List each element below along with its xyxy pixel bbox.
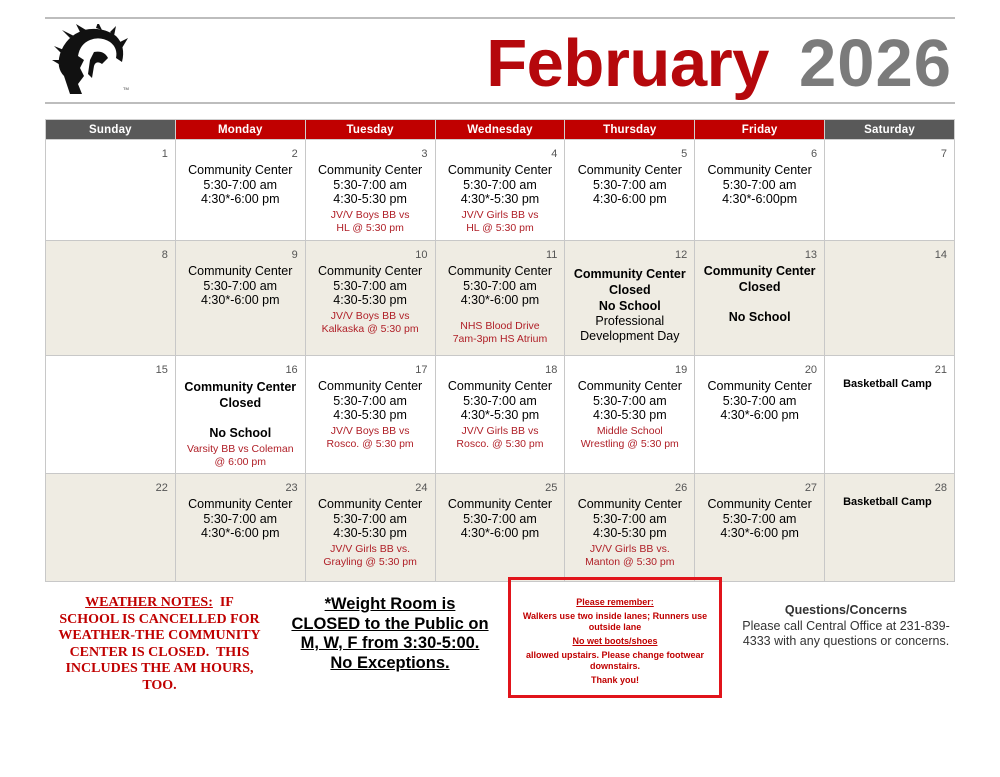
pm-hours: 4:30-5:30 pm — [333, 408, 407, 422]
day-number: 8 — [161, 249, 168, 261]
pm-hours: 4:30*-5:30 pm — [460, 408, 540, 422]
weather-notes-line: CENTER IS CLOSED. THIS — [69, 644, 250, 660]
am-hours: 5:30-7:00 am — [722, 393, 797, 408]
day-cell-27[interactable] — [695, 474, 825, 582]
day-number: 25 — [545, 482, 558, 494]
day-number: 18 — [545, 364, 558, 376]
day-cell-18[interactable] — [435, 356, 565, 474]
weather-notes — [43, 595, 276, 694]
no-school-label: No School — [209, 426, 272, 440]
day-number: 28 — [934, 482, 947, 494]
pm-hours: 4:30-5:30 pm — [592, 408, 667, 422]
am-hours: 5:30-7:00 am — [463, 511, 537, 526]
no-school-label: No School — [598, 299, 661, 313]
day-number: 19 — [674, 364, 688, 376]
no-school-label: No School — [728, 310, 791, 324]
pm-hours: 4:30-5:30 pm — [592, 526, 667, 540]
day-cell-23[interactable] — [175, 474, 305, 582]
day-cell-22[interactable] — [46, 474, 176, 582]
weekday-sunday: Sunday — [46, 120, 176, 140]
day-number: 15 — [155, 364, 168, 376]
week-row-1 — [46, 140, 955, 241]
weekday-friday: Friday — [695, 120, 825, 140]
am-hours: 5:30-7:00 am — [203, 278, 278, 293]
weather-notes-line: WEATHER-THE COMMUNITY — [58, 628, 261, 643]
am-hours: 5:30-7:00 am — [203, 511, 278, 526]
cc-label: Community Center — [318, 497, 423, 511]
week-row-3 — [46, 356, 955, 474]
weather-notes-lead: IF — [212, 595, 234, 610]
event-text: JV/V Girls BB vs. Grayling @ 5:30 pm — [323, 542, 417, 568]
trademark-symbol: TM — [123, 86, 129, 91]
am-hours: 5:30-7:00 am — [592, 177, 667, 192]
closed-label: Community Center — [573, 267, 686, 281]
weekday-thursday: Thursday — [565, 120, 695, 140]
day-number: 26 — [674, 482, 688, 494]
cc-label: Community Center — [447, 497, 553, 511]
day-number: 10 — [415, 249, 428, 261]
am-hours: 5:30-7:00 am — [203, 177, 278, 192]
day-number: 24 — [415, 482, 428, 494]
pm-hours: 4:30*-6:00 pm — [460, 293, 540, 307]
year-title: 2026 — [798, 26, 952, 101]
day-number: 20 — [804, 364, 818, 376]
day-cell-8[interactable] — [46, 241, 176, 356]
closed-label: Closed — [219, 396, 262, 410]
day-number: 17 — [415, 364, 428, 376]
weight-room-line: M, W, F from 3:30-5:00. — [300, 634, 480, 652]
am-hours: 5:30-7:00 am — [463, 278, 537, 293]
day-number: 3 — [421, 148, 428, 160]
day-cell-6[interactable] — [695, 140, 825, 241]
day-number: 1 — [161, 148, 168, 160]
day-cell-16[interactable] — [175, 356, 305, 474]
spartan-helmet-logo-icon — [50, 24, 130, 100]
weather-notes-line: SCHOOL IS CANCELLED FOR — [59, 611, 260, 627]
pm-hours: 4:30*-6:00 pm — [720, 408, 799, 422]
day-cell-28[interactable] — [825, 474, 955, 582]
cc-label: Community Center — [577, 379, 682, 393]
pm-hours: 4:30-5:30 pm — [333, 526, 407, 540]
calendar-grid — [45, 119, 955, 582]
remember-boots-heading: No wet boots/shoes — [572, 636, 658, 646]
cc-label: Community Center — [318, 264, 423, 278]
event-text: JV/V Girls BB vs. Manton @ 5:30 pm — [585, 542, 675, 568]
cc-label: Community Center — [318, 163, 423, 177]
day-cell-12[interactable] — [565, 241, 695, 356]
am-hours: 5:30-7:00 am — [722, 177, 797, 192]
note-text: Professional — [595, 314, 665, 328]
cc-label: Community Center — [577, 497, 682, 511]
day-number: 5 — [681, 148, 688, 160]
am-hours: 5:30-7:00 am — [333, 511, 407, 526]
day-cell-15[interactable] — [46, 356, 176, 474]
week-row-2 — [46, 241, 955, 356]
pm-hours: 4:30-6:00 pm — [592, 192, 667, 206]
remember-heading: Please remember: — [576, 597, 654, 607]
pm-hours: 4:30-5:30 pm — [333, 192, 407, 206]
page-title — [486, 25, 952, 102]
event-text: NHS Blood Drive 7am-3pm HS Atrium — [452, 319, 548, 345]
weight-room-line: No Exceptions. — [330, 653, 450, 672]
day-cell-17[interactable] — [305, 356, 435, 474]
cc-label: Community Center — [318, 379, 423, 393]
closed-label: Closed — [738, 280, 781, 294]
please-remember-box — [508, 577, 722, 698]
day-cell-2[interactable] — [175, 140, 305, 241]
basketball-camp-label: Basketball Camp — [843, 378, 932, 390]
day-cell-10[interactable] — [305, 241, 435, 356]
weather-notes-line: TOO. — [142, 677, 177, 693]
basketball-camp-label: Basketball Camp — [843, 496, 932, 508]
day-cell-4[interactable] — [435, 140, 565, 241]
event-text: JV/V Boys BB vs Rosco. @ 5:30 pm — [326, 424, 414, 450]
day-number: 22 — [155, 482, 168, 494]
questions-title: Questions/Concerns — [784, 603, 908, 617]
event-text: Middle School Wrestling @ 5:30 pm — [580, 424, 679, 450]
weekday-wednesday: Wednesday — [435, 120, 565, 140]
day-number: 16 — [285, 364, 298, 376]
event-text: JV/V Girls BB vs Rosco. @ 5:30 pm — [456, 424, 544, 450]
remember-lanes-text: Walkers use two inside lanes; Runners use outside lane — [522, 611, 708, 632]
day-cell-14[interactable] — [825, 241, 955, 356]
day-cell-9[interactable] — [175, 241, 305, 356]
am-hours: 5:30-7:00 am — [333, 278, 407, 293]
am-hours: 5:30-7:00 am — [722, 511, 797, 526]
day-number: 21 — [934, 364, 947, 376]
am-hours: 5:30-7:00 am — [463, 177, 537, 192]
event-text: JV/V Boys BB vs HL @ 5:30 pm — [330, 208, 410, 234]
header-divider — [45, 102, 955, 104]
day-number: 7 — [940, 148, 947, 160]
weekday-tuesday: Tuesday — [305, 120, 435, 140]
day-cell-26[interactable] — [565, 474, 695, 582]
day-number: 6 — [810, 148, 818, 160]
day-number: 14 — [934, 249, 947, 261]
month-title: February — [486, 26, 769, 101]
day-number: 11 — [545, 249, 558, 261]
am-hours: 5:30-7:00 am — [592, 393, 667, 408]
day-cell-5[interactable] — [565, 140, 695, 241]
cc-label: Community Center — [707, 163, 812, 177]
cc-label: Community Center — [447, 264, 553, 278]
event-text: JV/V Girls BB vs HL @ 5:30 pm — [461, 208, 539, 234]
closed-label: Community Center — [184, 380, 297, 394]
weather-notes-heading: WEATHER NOTES: — [85, 595, 213, 610]
cc-label: Community Center — [447, 379, 553, 393]
day-cell-19[interactable] — [565, 356, 695, 474]
weight-room-line: CLOSED to the Public on — [291, 614, 489, 633]
weather-notes-line: INCLUDES THE AM HOURS, — [65, 661, 254, 676]
note-text: Development Day — [580, 328, 680, 343]
pm-hours: 4:30-5:30 pm — [333, 293, 407, 307]
cc-label: Community Center — [188, 497, 293, 511]
closed-label: Closed — [608, 283, 651, 297]
questions-concerns — [735, 603, 957, 649]
day-number: 4 — [551, 148, 558, 160]
closed-label: Community Center — [703, 264, 816, 278]
cc-label: Community Center — [447, 163, 553, 177]
pm-hours: 4:30*-6:00 pm — [201, 192, 280, 206]
pm-hours: 4:30*-6:00pm — [722, 192, 798, 206]
am-hours: 5:30-7:00 am — [333, 177, 407, 192]
weekday-header-row — [46, 120, 955, 140]
day-number: 12 — [674, 249, 688, 261]
day-cell-25[interactable] — [435, 474, 565, 582]
day-cell-1[interactable] — [46, 140, 176, 241]
am-hours: 5:30-7:00 am — [333, 393, 407, 408]
day-number: 23 — [285, 482, 298, 494]
day-cell-20[interactable] — [695, 356, 825, 474]
weekday-saturday: Saturday — [825, 120, 955, 140]
day-cell-7[interactable] — [825, 140, 955, 241]
day-number: 2 — [291, 148, 298, 160]
top-divider — [45, 17, 955, 19]
pm-hours: 4:30*-6:00 pm — [201, 526, 280, 540]
cc-label: Community Center — [707, 379, 812, 393]
pm-hours: 4:30*-6:00 pm — [460, 526, 540, 540]
day-cell-11[interactable] — [435, 241, 565, 356]
remember-footwear-text: allowed upstairs. Please change footwear downstairs. — [525, 650, 705, 671]
weight-room-notice — [280, 595, 500, 673]
day-cell-13[interactable] — [695, 241, 825, 356]
cc-label: Community Center — [188, 264, 293, 278]
day-number: 9 — [291, 249, 298, 261]
weekday-monday: Monday — [175, 120, 305, 140]
week-row-4 — [46, 474, 955, 582]
pm-hours: 4:30*-6:00 pm — [720, 526, 799, 540]
pm-hours: 4:30*-5:30 pm — [460, 192, 540, 206]
am-hours: 5:30-7:00 am — [463, 393, 537, 408]
pm-hours: 4:30*-6:00 pm — [201, 293, 280, 307]
day-cell-24[interactable] — [305, 474, 435, 582]
questions-body: Please call Central Office at 231-839-4333 with any questions or concerns. — [742, 619, 950, 648]
event-text: JV/V Boys BB vs Kalkaska @ 5:30 pm — [321, 309, 419, 335]
day-number: 13 — [804, 249, 818, 261]
day-cell-21[interactable] — [825, 356, 955, 474]
event-text: Varsity BB vs Coleman @ 6:00 pm — [186, 443, 294, 468]
day-number: 27 — [804, 482, 818, 494]
weight-room-line: *Weight Room is — [324, 595, 456, 613]
am-hours: 5:30-7:00 am — [592, 511, 667, 526]
remember-thanks: Thank you! — [590, 675, 639, 685]
cc-label: Community Center — [707, 497, 812, 511]
cc-label: Community Center — [188, 163, 293, 177]
cc-label: Community Center — [577, 163, 682, 177]
day-cell-3[interactable] — [305, 140, 435, 241]
